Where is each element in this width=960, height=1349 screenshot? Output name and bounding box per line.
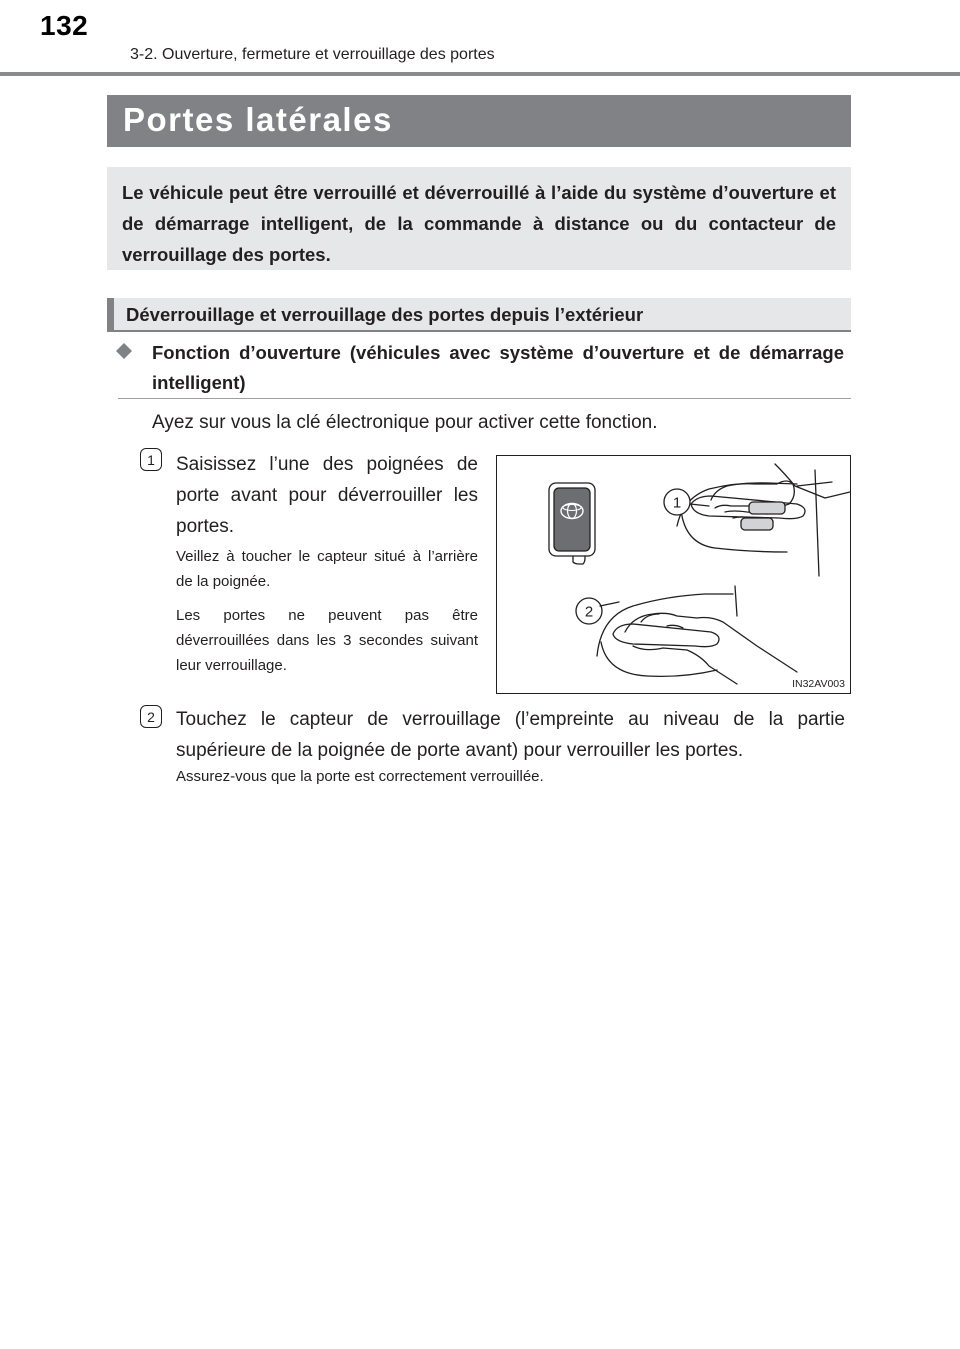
section-heading: Déverrouillage et verrouillage des portes depuis l’extérieur	[126, 304, 644, 325]
intro-text: Le véhicule peut être verrouillé et déverrouillé à l’aide du système d’ouverture et de démarrage intelligent, de la commande à distance ou du contacteur de verrouillage des portes.	[122, 182, 836, 265]
step-2-note: Assurez-vous que la porte est correctement verrouillée.	[176, 768, 544, 785]
callout-1-label: 1	[672, 494, 682, 512]
step-1-number: 1	[140, 448, 162, 471]
step-2-text: Touchez le capteur de verrouillage (l’empreinte au niveau de la partie supérieure de la poignée de porte avant) pour verrouiller les portes.	[176, 709, 845, 761]
running-header: 3-2. Ouverture, fermeture et verrouillage des portes	[130, 46, 495, 63]
step-2-number: 2	[140, 705, 162, 728]
figure-code: IN32AV003	[792, 678, 845, 690]
door-handle-illustration	[496, 455, 851, 694]
smart-key-icon	[549, 483, 595, 564]
step-1-note-2: Les portes ne peuvent pas être déverrouillées dans les 3 secondes suivant leur verrouillage.	[176, 607, 478, 674]
header-rule	[0, 72, 960, 76]
subsection-rule	[118, 398, 851, 399]
lead-text: Ayez sur vous la clé électronique pour activer cette fonction.	[152, 412, 658, 433]
subsection-heading: Fonction d’ouverture (véhicules avec système d’ouverture et de démarrage intelligent)	[152, 342, 844, 393]
page-title: Portes latérales	[123, 101, 393, 138]
callout-2-label: 2	[584, 603, 594, 621]
page-number: 132	[40, 10, 89, 41]
section-accent	[107, 298, 114, 330]
door-handle-drawing	[497, 456, 850, 693]
page-title-bar	[107, 95, 851, 147]
step-1-text: Saisissez l’une des poignées de porte avant pour déverrouiller les portes.	[176, 454, 478, 537]
intro-box	[107, 167, 851, 270]
diamond-bullet-icon	[116, 343, 132, 359]
section-heading-bar	[107, 298, 851, 332]
step-1-note-1: Veillez à toucher le capteur situé à l’arrière de la poignée.	[176, 548, 478, 590]
